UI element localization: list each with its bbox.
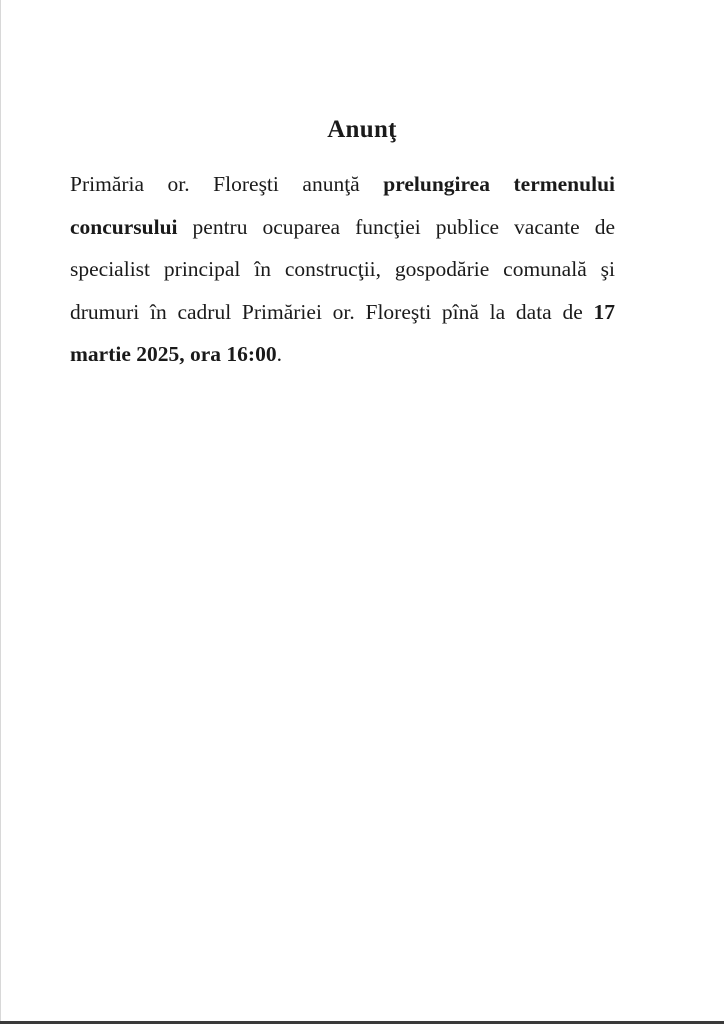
- announcement-body: [70, 163, 615, 376]
- announcement-line-4: [70, 291, 615, 334]
- line-2-bold: concursului: [70, 214, 178, 239]
- announcement-line-2: [70, 206, 615, 249]
- line-1-text: Primăria or. Floreşti anunţă: [70, 172, 384, 196]
- document-title: Anunţ: [327, 116, 397, 143]
- line-4-text: drumuri în cadrul Primăriei or. Floreşti pînă la data de: [70, 299, 594, 324]
- line-1-bold: prelungirea termenului: [383, 172, 616, 196]
- line-2-text: pentru ocuparea funcţiei publice vacante de: [177, 214, 615, 239]
- line-5-text: .: [276, 342, 282, 366]
- line-3-text: specialist principal în construcţii, gospodărie comunală şi: [70, 257, 615, 281]
- line-5-bold: martie 2025, ora 16:00: [70, 342, 277, 366]
- page-left-edge: [0, 0, 1, 1024]
- announcement-line-3: [70, 248, 615, 291]
- announcement-line-5: [70, 333, 615, 376]
- line-4-bold: 17: [593, 299, 615, 324]
- announcement-line-1: [70, 163, 615, 206]
